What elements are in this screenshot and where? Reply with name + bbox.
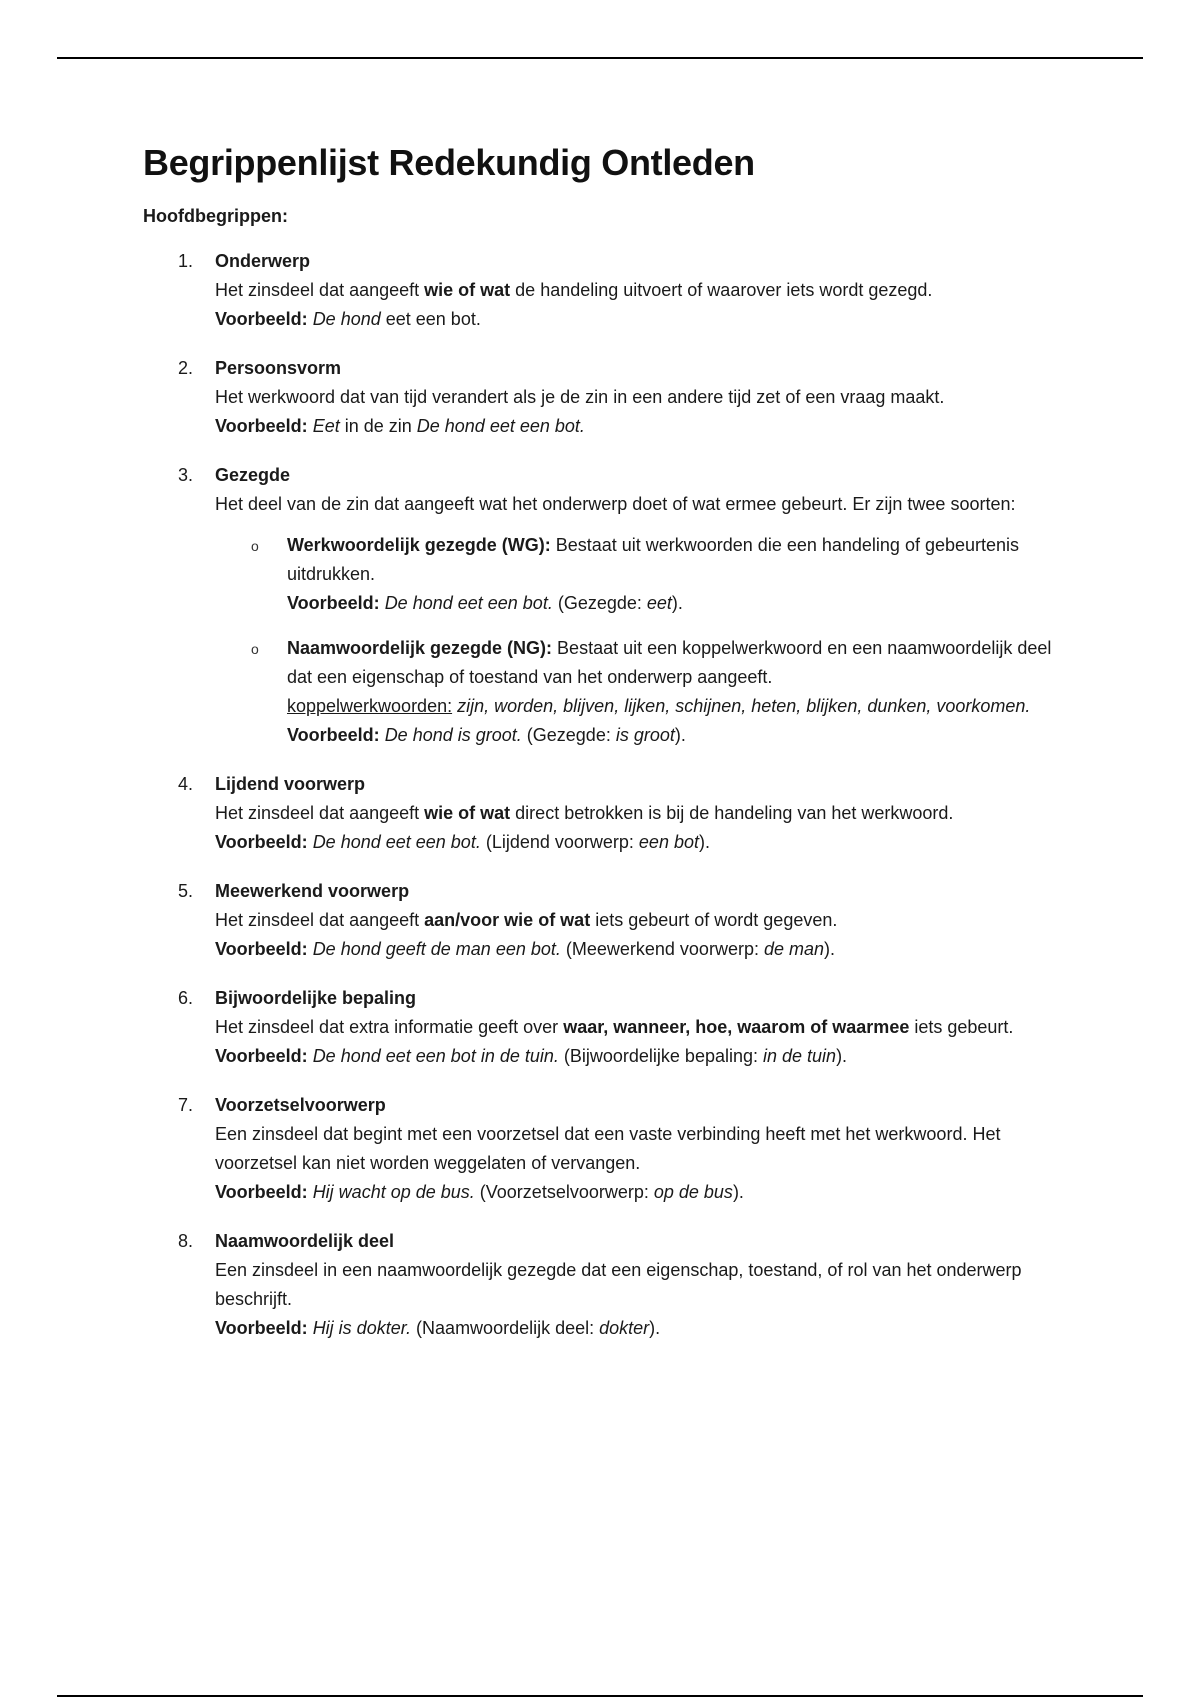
text-run: Het zinsdeel dat extra informatie geeft over bbox=[215, 1017, 564, 1037]
bullet-icon: o bbox=[251, 641, 259, 657]
text-run: Bestaat uit werkwoorden die een handeling of gebeurtenis uitdrukken. bbox=[287, 535, 1020, 584]
term-name: Meewerkend voorwerp bbox=[215, 881, 410, 901]
text-run: in de tuin bbox=[763, 1046, 837, 1066]
text-run: De hond geeft de man een bot. bbox=[312, 939, 561, 959]
footer-rule bbox=[57, 1695, 1143, 1697]
text-run: aan/voor wie of wat bbox=[424, 910, 591, 930]
text-run: De hond is groot. bbox=[384, 725, 522, 745]
term-example bbox=[215, 1042, 1063, 1071]
term-description bbox=[215, 490, 1063, 519]
subtype-list bbox=[215, 531, 1063, 750]
term-description bbox=[215, 906, 1063, 935]
text-run: zijn, worden, blijven, lijken, schijnen, heten, blijken, dunken, voorkomen. bbox=[457, 696, 1031, 716]
term-number: 4. bbox=[178, 774, 194, 794]
text-run: (Bijwoordelijke bepaling: bbox=[558, 1046, 763, 1066]
terms-list bbox=[143, 247, 1063, 1343]
term-number: 7. bbox=[178, 1095, 194, 1115]
term-number: 2. bbox=[178, 358, 194, 378]
text-run: Voorbeeld: bbox=[215, 309, 308, 329]
text-run: ). bbox=[671, 593, 683, 613]
term-example bbox=[215, 305, 1063, 334]
term-example bbox=[215, 1314, 1063, 1343]
text-run: (Naamwoordelijk deel: bbox=[411, 1318, 600, 1338]
term-description bbox=[215, 383, 1063, 412]
term-number: 5. bbox=[178, 881, 194, 901]
text-run: de handeling uitvoert of waarover iets wordt gezegd. bbox=[510, 280, 933, 300]
term-example bbox=[215, 1178, 1063, 1207]
text-run: eet bbox=[646, 593, 672, 613]
term-number: 1. bbox=[178, 251, 194, 271]
term-item bbox=[143, 461, 1063, 750]
bullet-icon: o bbox=[251, 538, 259, 554]
term-item bbox=[143, 877, 1063, 964]
text-run: Werkwoordelijk gezegde (WG): bbox=[287, 535, 551, 555]
text-run: wie of wat bbox=[424, 803, 511, 823]
term-item bbox=[143, 1091, 1063, 1207]
document-body bbox=[143, 142, 1063, 1363]
text-run: dokter bbox=[599, 1318, 650, 1338]
term-name: Lijdend voorwerp bbox=[215, 774, 366, 794]
term-name: Gezegde bbox=[215, 465, 291, 485]
term-description bbox=[215, 276, 1063, 305]
text-run: direct betrokken is bij de handeling van het werkwoord. bbox=[510, 803, 954, 823]
text-run: op de bus bbox=[653, 1182, 733, 1202]
text-run: De hond eet een bot. bbox=[384, 593, 553, 613]
text-run: Het zinsdeel dat aangeeft bbox=[215, 803, 425, 823]
term-item bbox=[143, 354, 1063, 441]
term-name: Voorzetselvoorwerp bbox=[215, 1095, 386, 1115]
term-number: 6. bbox=[178, 988, 194, 1008]
header-rule bbox=[57, 57, 1143, 59]
term-example bbox=[215, 935, 1063, 964]
text-run: Voorbeeld: bbox=[215, 1182, 308, 1202]
text-run: De hond eet een bot. bbox=[312, 832, 481, 852]
page-title: Begrippenlijst Redekundig Ontleden bbox=[143, 142, 755, 183]
text-run: iets gebeurt. bbox=[909, 1017, 1014, 1037]
text-run: is groot bbox=[615, 725, 675, 745]
text-run: ). bbox=[649, 1318, 661, 1338]
text-run: Voorbeeld: bbox=[215, 832, 308, 852]
text-run: Voorbeeld: bbox=[215, 939, 308, 959]
text-run: De hond eet een bot. bbox=[416, 416, 585, 436]
text-run: de man bbox=[763, 939, 825, 959]
text-run: (Gezegde: bbox=[521, 725, 616, 745]
text-run: Voorbeeld: bbox=[287, 725, 380, 745]
text-run: een bot bbox=[638, 832, 699, 852]
term-item bbox=[143, 770, 1063, 857]
text-run: ). bbox=[674, 725, 686, 745]
term-number: 3. bbox=[178, 465, 194, 485]
term-description bbox=[215, 799, 1063, 828]
subtype-line bbox=[287, 634, 1063, 692]
term-description bbox=[215, 1013, 1063, 1042]
text-run: Een zinsdeel dat begint met een voorzetsel dat een vaste verbinding heeft met het werkwoord. Het voorzetsel kan niet worden weggelaten of vervangen. bbox=[215, 1124, 1001, 1173]
subtype-item bbox=[215, 634, 1063, 750]
text-run: Het deel van de zin dat aangeeft wat het onderwerp doet of wat ermee gebeurt. Er zijn twee soorten: bbox=[215, 494, 1016, 514]
text-run: Voorbeeld: bbox=[215, 416, 308, 436]
subtype-line bbox=[287, 721, 1063, 750]
term-item bbox=[143, 1227, 1063, 1343]
term-name: Bijwoordelijke bepaling bbox=[215, 988, 417, 1008]
term-item bbox=[143, 247, 1063, 334]
term-name: Persoonsvorm bbox=[215, 358, 342, 378]
text-run: iets gebeurt of wordt gegeven. bbox=[590, 910, 838, 930]
text-run: (Meewerkend voorwerp: bbox=[560, 939, 764, 959]
term-description bbox=[215, 1120, 1063, 1178]
term-name: Naamwoordelijk deel bbox=[215, 1231, 395, 1251]
subtype-line bbox=[287, 531, 1063, 589]
text-run: ). bbox=[836, 1046, 848, 1066]
subtype-line bbox=[287, 589, 1063, 618]
term-name: Onderwerp bbox=[215, 251, 311, 271]
text-run: wie of wat bbox=[424, 280, 511, 300]
text-run: Hij wacht op de bus. bbox=[312, 1182, 475, 1202]
term-number: 8. bbox=[178, 1231, 194, 1251]
text-run: Hij is dokter. bbox=[312, 1318, 412, 1338]
text-run: ). bbox=[824, 939, 836, 959]
text-run: Eet bbox=[312, 416, 340, 436]
text-run: ). bbox=[698, 832, 710, 852]
text-run: in de zin bbox=[339, 416, 417, 436]
text-run: Voorbeeld: bbox=[287, 593, 380, 613]
subtype-line bbox=[287, 692, 1063, 721]
section-heading: Hoofdbegrippen: bbox=[143, 206, 288, 226]
text-run: Naamwoordelijk gezegde (NG): bbox=[287, 638, 553, 658]
text-run: De hond bbox=[312, 309, 381, 329]
text-run: Het werkwoord dat van tijd verandert als je de zin in een andere tijd zet of een vraag maakt. bbox=[215, 387, 945, 407]
text-run: Voorbeeld: bbox=[215, 1046, 308, 1066]
term-item bbox=[143, 984, 1063, 1071]
term-description bbox=[215, 1256, 1063, 1314]
text-run: (Voorzetselvoorwerp: bbox=[474, 1182, 654, 1202]
term-example bbox=[215, 828, 1063, 857]
text-run: Voorbeeld: bbox=[215, 1318, 308, 1338]
text-run: Het zinsdeel dat aangeeft bbox=[215, 910, 425, 930]
text-run: ). bbox=[732, 1182, 744, 1202]
text-run: Het zinsdeel dat aangeeft bbox=[215, 280, 425, 300]
text-run: De hond eet een bot in de tuin. bbox=[312, 1046, 559, 1066]
text-run: Bestaat uit een koppelwerkwoord en een naamwoordelijk deel dat een eigenschap of toestand van het onderwerp aangeeft. bbox=[287, 638, 1052, 687]
text-run: koppelwerkwoorden: bbox=[287, 696, 453, 716]
term-example bbox=[215, 412, 1063, 441]
text-run: waar, wanneer, hoe, waarom of waarmee bbox=[563, 1017, 910, 1037]
text-run: eet een bot. bbox=[380, 309, 481, 329]
text-run: Een zinsdeel in een naamwoordelijk gezegde dat een eigenschap, toestand, of rol van het onderwerp beschrijft. bbox=[215, 1260, 1022, 1309]
subtype-item bbox=[215, 531, 1063, 618]
text-run: (Gezegde: bbox=[552, 593, 647, 613]
text-run: (Lijdend voorwerp: bbox=[480, 832, 639, 852]
